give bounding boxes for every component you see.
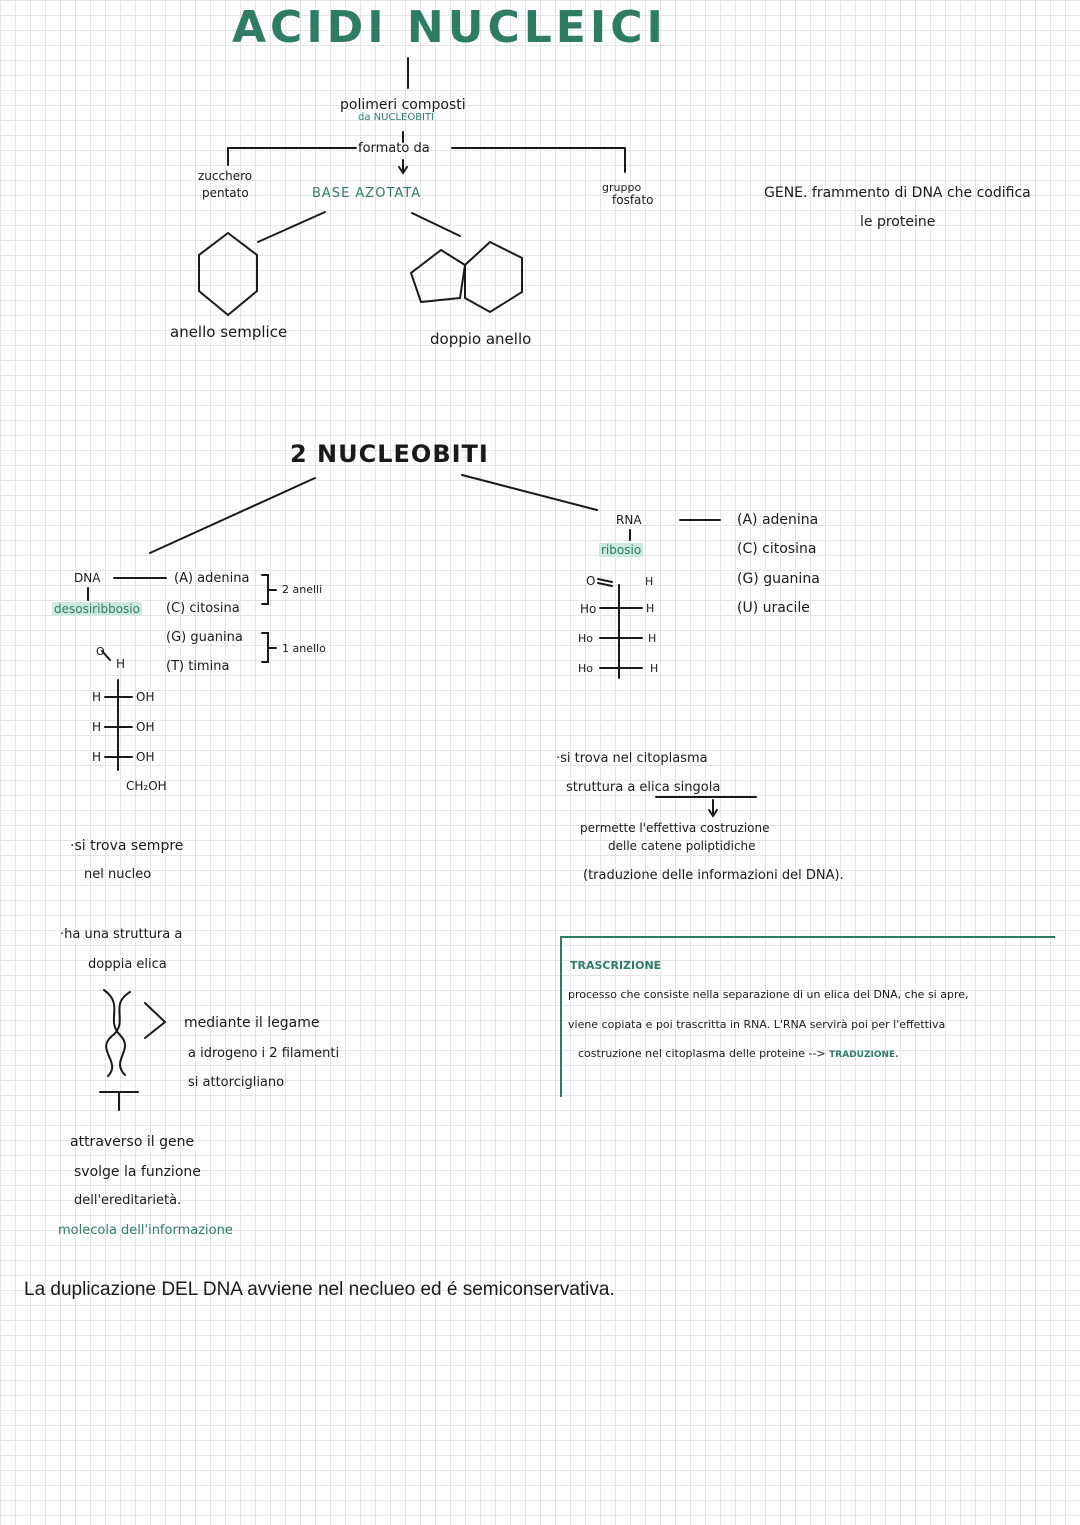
purines-note: 2 anelli: [282, 583, 323, 596]
dna-formula-row3-left: H: [92, 750, 102, 764]
pyrimidines-note: 1 anello: [282, 642, 326, 655]
dna-formula-row3-right: OH: [136, 750, 155, 764]
rna-formula-row2-right: H: [648, 632, 657, 645]
polymer-line1: polimeri composti: [340, 97, 466, 113]
sugar-label-1: zucchero: [198, 169, 253, 183]
rna-base-citosina: (C) citosina: [737, 541, 817, 557]
rna-base-guanina: (G) guanina: [737, 571, 820, 587]
dna-bond-3: si attorcigliano: [188, 1075, 285, 1090]
dna-info-molecule: molecola dell'informazione: [58, 1223, 233, 1238]
dna-formula-row1-left: H: [92, 690, 102, 704]
rna-sugar: ribosio: [601, 543, 642, 557]
rna-role-2: delle catene poliptidiche: [608, 839, 756, 853]
dna-structure-1: ·ha una struttura a: [60, 927, 183, 942]
dna-base-citosina: (C) citosina: [166, 601, 240, 616]
transcription-line-3-text: costruzione nel citoplasma delle proteine -->: [578, 1047, 826, 1060]
dna-bond-1: mediante il legame: [184, 1015, 320, 1031]
dna-base-timina: (T) timina: [166, 659, 230, 674]
rna-formula-row3-right: H: [650, 662, 659, 675]
dna-formula-o: O: [96, 645, 105, 658]
dna-formula-row1-right: OH: [136, 690, 155, 704]
transcription-line-1: processo che consiste nella separazione di un elica del DNA, che si apre,: [568, 988, 969, 1001]
double-ring-label: doppio anello: [430, 330, 532, 348]
rna-formula-row2-left: Ho: [578, 632, 594, 645]
rna-location: ·si trova nel citoplasma: [556, 751, 708, 766]
translation-label: TRADUZIONE.: [829, 1050, 899, 1060]
dna-function-3: dell'ereditarietà.: [74, 1193, 182, 1208]
page-title: ACIDI NUCLEICI: [232, 2, 667, 53]
polymer-line3: formato da: [358, 141, 430, 156]
transcription-line-3: [578, 1048, 899, 1060]
gene-definition-1: GENE. frammento di DNA che codifica: [764, 185, 1031, 201]
dna-location-2: nel nucleo: [84, 867, 152, 882]
dna-formula-bottom: CH₂OH: [126, 779, 167, 793]
dna-base-adenina: (A) adenina: [174, 571, 250, 586]
dna-bond-2: a idrogeno i 2 filamenti: [188, 1046, 340, 1061]
dna-formula-row2-right: OH: [136, 720, 155, 734]
rna-role-1: permette l'effettiva costruzione: [580, 821, 770, 835]
rna-formula-row1-right: H: [646, 602, 655, 615]
rna-formula-o: O: [586, 574, 596, 588]
rna-base-adenina: (A) adenina: [737, 512, 819, 528]
footer-note: La duplicazione DEL DNA avviene nel neclueo ed é semiconservativa.: [24, 1279, 615, 1300]
rna-role-3: (traduzione delle informazioni del DNA).: [583, 868, 844, 883]
dna-function-2: svolge la funzione: [74, 1164, 201, 1180]
rna-formula-h: H: [645, 575, 654, 588]
rna-structure: struttura a elica singola: [566, 780, 721, 795]
phosphate-label-2: fosfato: [612, 193, 654, 207]
rna-label: RNA: [616, 513, 642, 527]
transcription-title: TRASCRIZIONE: [570, 959, 662, 972]
dna-sugar: desosiribbosio: [54, 602, 140, 616]
base-label: BASE AZOTATA: [312, 186, 422, 201]
dna-formula-row2-left: H: [92, 720, 102, 734]
gene-definition-2: le proteine: [860, 214, 936, 230]
dna-label: DNA: [74, 571, 101, 585]
rna-base-uracile: (U) uracile: [737, 600, 810, 616]
dna-structure-2: doppia elica: [88, 957, 167, 972]
nucleotides-heading: 2 NUCLEOBITI: [290, 440, 489, 468]
dna-function-1: attraverso il gene: [70, 1134, 195, 1150]
sugar-label-2: pentato: [202, 186, 249, 200]
rna-formula-row1-left: Ho: [580, 602, 597, 616]
phosphate-label-1: gruppo: [602, 181, 642, 194]
single-ring-label: anello semplice: [170, 323, 288, 341]
dna-formula-h: H: [116, 657, 126, 671]
dna-location-1: ·si trova sempre: [70, 838, 184, 854]
transcription-line-2: viene copiata e poi trascritta in RNA. L'RNA servirà poi per l'effettiva: [568, 1018, 946, 1031]
rna-formula-row3-left: Ho: [578, 662, 594, 675]
polymer-line2: da NUCLEOBITI: [358, 112, 435, 123]
dna-base-guanina: (G) guanina: [166, 630, 243, 645]
